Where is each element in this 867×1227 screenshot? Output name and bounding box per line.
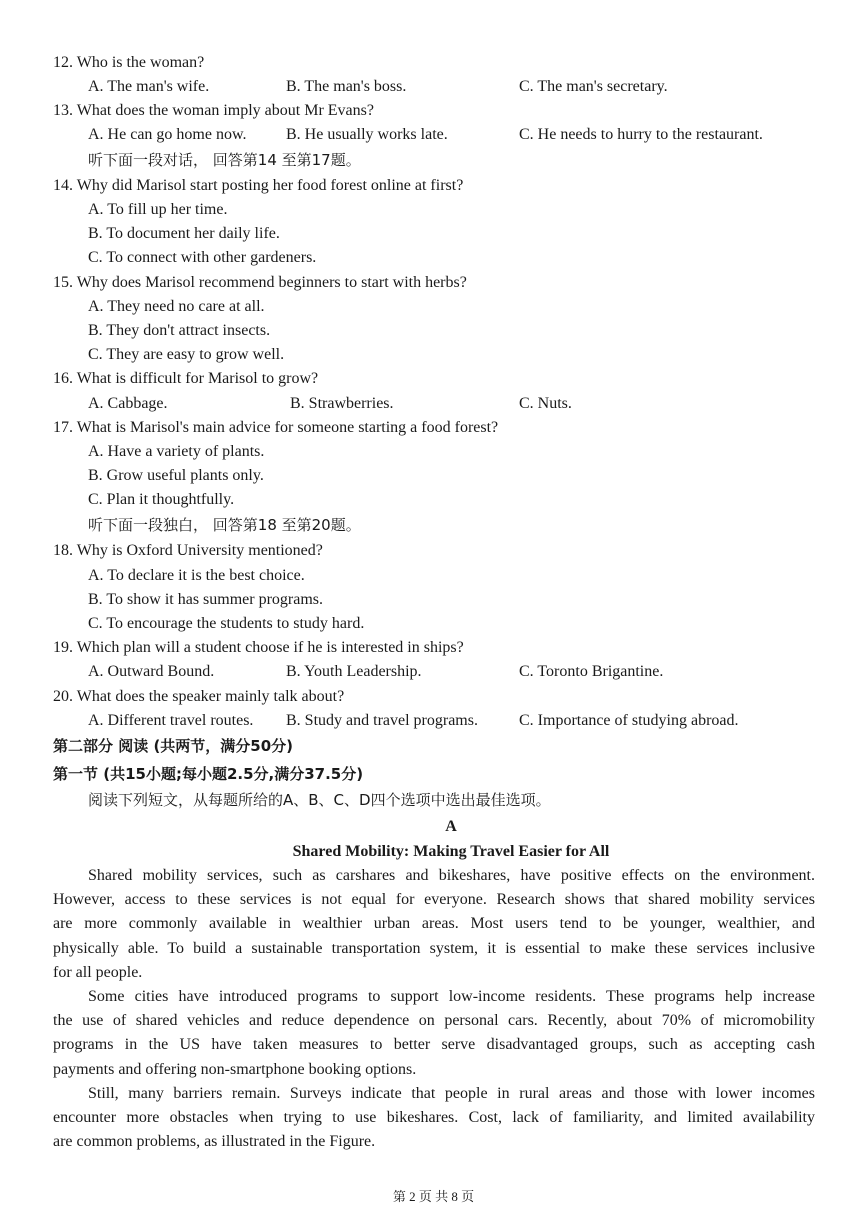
question-18-option-a: A. To declare it is the best choice. (88, 567, 305, 584)
question-14-option-a: A. To fill up her time. (88, 201, 228, 218)
question-13-option-b: B. He usually works late. (286, 126, 448, 143)
paragraph-2 (53, 985, 815, 1082)
question-15-option-b: B. They don't attract insects. (88, 322, 271, 339)
question-16-option-c: C. Nuts. (519, 395, 572, 412)
paragraph-1-line: Shared mobility services, such as carshares and bikeshares, have positive effects on the environment. (88, 867, 815, 884)
question-14-option-c: C. To connect with other gardeners. (88, 249, 317, 266)
question-15-option-c: C. They are easy to grow well. (88, 346, 285, 363)
page-footer: 第 2 页 共 8 页 (392, 1189, 475, 1204)
paragraph-2-line: programs in the US have taken measures to better serve disadvantaged groups, such as accepting cash (53, 1036, 815, 1054)
question-12-option-c: C. The man's secretary. (519, 78, 668, 95)
question-14-stem: 14. Why did Marisol start posting her food forest online at first? (53, 177, 464, 194)
question-16-option-b: B. Strawberries. (290, 395, 394, 412)
reading-instruction: 阅读下列短文，从每题所给的A、B、C、D四个选项中选出最佳选项。 (88, 791, 551, 809)
part-two-heading: 第二部分 阅读 (共两节，满分50分) (53, 737, 294, 755)
question-13-option-a: A. He can go home now. (88, 126, 247, 143)
paragraph-2-line: Some cities have introduced programs to support low-income residents. These programs help increase (88, 988, 815, 1005)
paragraph-3-line: are common problems, as illustrated in the Figure. (53, 1133, 376, 1151)
question-15-stem: 15. Why does Marisol recommend beginners to start with herbs? (53, 274, 467, 291)
question-19-option-a: A. Outward Bound. (88, 663, 215, 680)
question-20-option-a: A. Different travel routes. (88, 712, 254, 729)
question-17-stem: 17. What is Marisol's main advice for someone starting a food forest? (53, 419, 499, 436)
question-18-stem: 18. Why is Oxford University mentioned? (53, 542, 323, 559)
question-20-option-c: C. Importance of studying abroad. (519, 712, 739, 729)
paragraph-1-line: However, access to these services is not equal for everyone. Research shows that shared mobility services (53, 891, 815, 909)
paragraph-2-line: the use of shared vehicles and reduce dependence on personal cars. Recently, about 70% of micromobility (53, 1012, 815, 1030)
question-12-option-a: A. The man's wife. (88, 78, 210, 95)
paragraph-2-line: payments and offering non-smartphone booking options. (53, 1060, 417, 1078)
question-13-stem: 13. What does the woman imply about Mr Evans? (53, 102, 374, 119)
question-17-option-a: A. Have a variety of plants. (88, 443, 265, 460)
question-14-option-b: B. To document her daily life. (88, 225, 280, 242)
section-one-heading: 第一节 (共15小题;每小题2.5分,满分37.5分) (53, 765, 364, 783)
question-19-option-c: C. Toronto Brigantine. (519, 663, 664, 680)
listening-instruction-18-20: 听下面一段独白， 回答第18 至第20题。 (88, 516, 361, 534)
question-12-stem: 12. Who is the woman? (53, 54, 205, 71)
question-15-option-a: A. They need no care at all. (88, 298, 265, 315)
question-20-option-b: B. Study and travel programs. (286, 712, 478, 729)
paragraph-1-line: physically able. To build a sustainable transportation system, it is essential to make these services inclusive (53, 939, 815, 957)
paragraph-1 (53, 864, 815, 985)
question-19-stem: 19. Which plan will a student choose if he is interested in ships? (53, 639, 464, 656)
question-17-option-c: C. Plan it thoughtfully. (88, 491, 235, 508)
passage-letter: A (445, 818, 457, 835)
question-17-option-b: B. Grow useful plants only. (88, 467, 264, 484)
passage-title: Shared Mobility: Making Travel Easier for All (292, 843, 610, 860)
question-18-option-b: B. To show it has summer programs. (88, 591, 324, 608)
paragraph-1-line: for all people. (53, 963, 143, 981)
question-20-stem: 20. What does the speaker mainly talk about? (53, 688, 345, 705)
question-19-option-b: B. Youth Leadership. (286, 663, 422, 680)
paragraph-1-line: are more commonly available in wealthier urban areas. Most users tend to be younger, wealthier, and (53, 915, 815, 933)
question-18-option-c: C. To encourage the students to study hard. (88, 615, 365, 632)
paragraph-3-line: encounter more obstacles when trying to use bikeshares. Cost, lack of familiarity, and limited availability (53, 1109, 815, 1127)
listening-instruction-14-17: 听下面一段对话， 回答第14 至第17题。 (88, 151, 361, 169)
question-16-option-a: A. Cabbage. (88, 395, 168, 412)
paragraph-3-line: Still, many barriers remain. Surveys indicate that people in rural areas and those with lower incomes (88, 1085, 815, 1102)
question-16-stem: 16. What is difficult for Marisol to grow? (53, 370, 319, 387)
question-13-option-c: C. He needs to hurry to the restaurant. (519, 126, 763, 143)
paragraph-3 (53, 1082, 815, 1155)
question-12-option-b: B. The man's boss. (286, 78, 407, 95)
